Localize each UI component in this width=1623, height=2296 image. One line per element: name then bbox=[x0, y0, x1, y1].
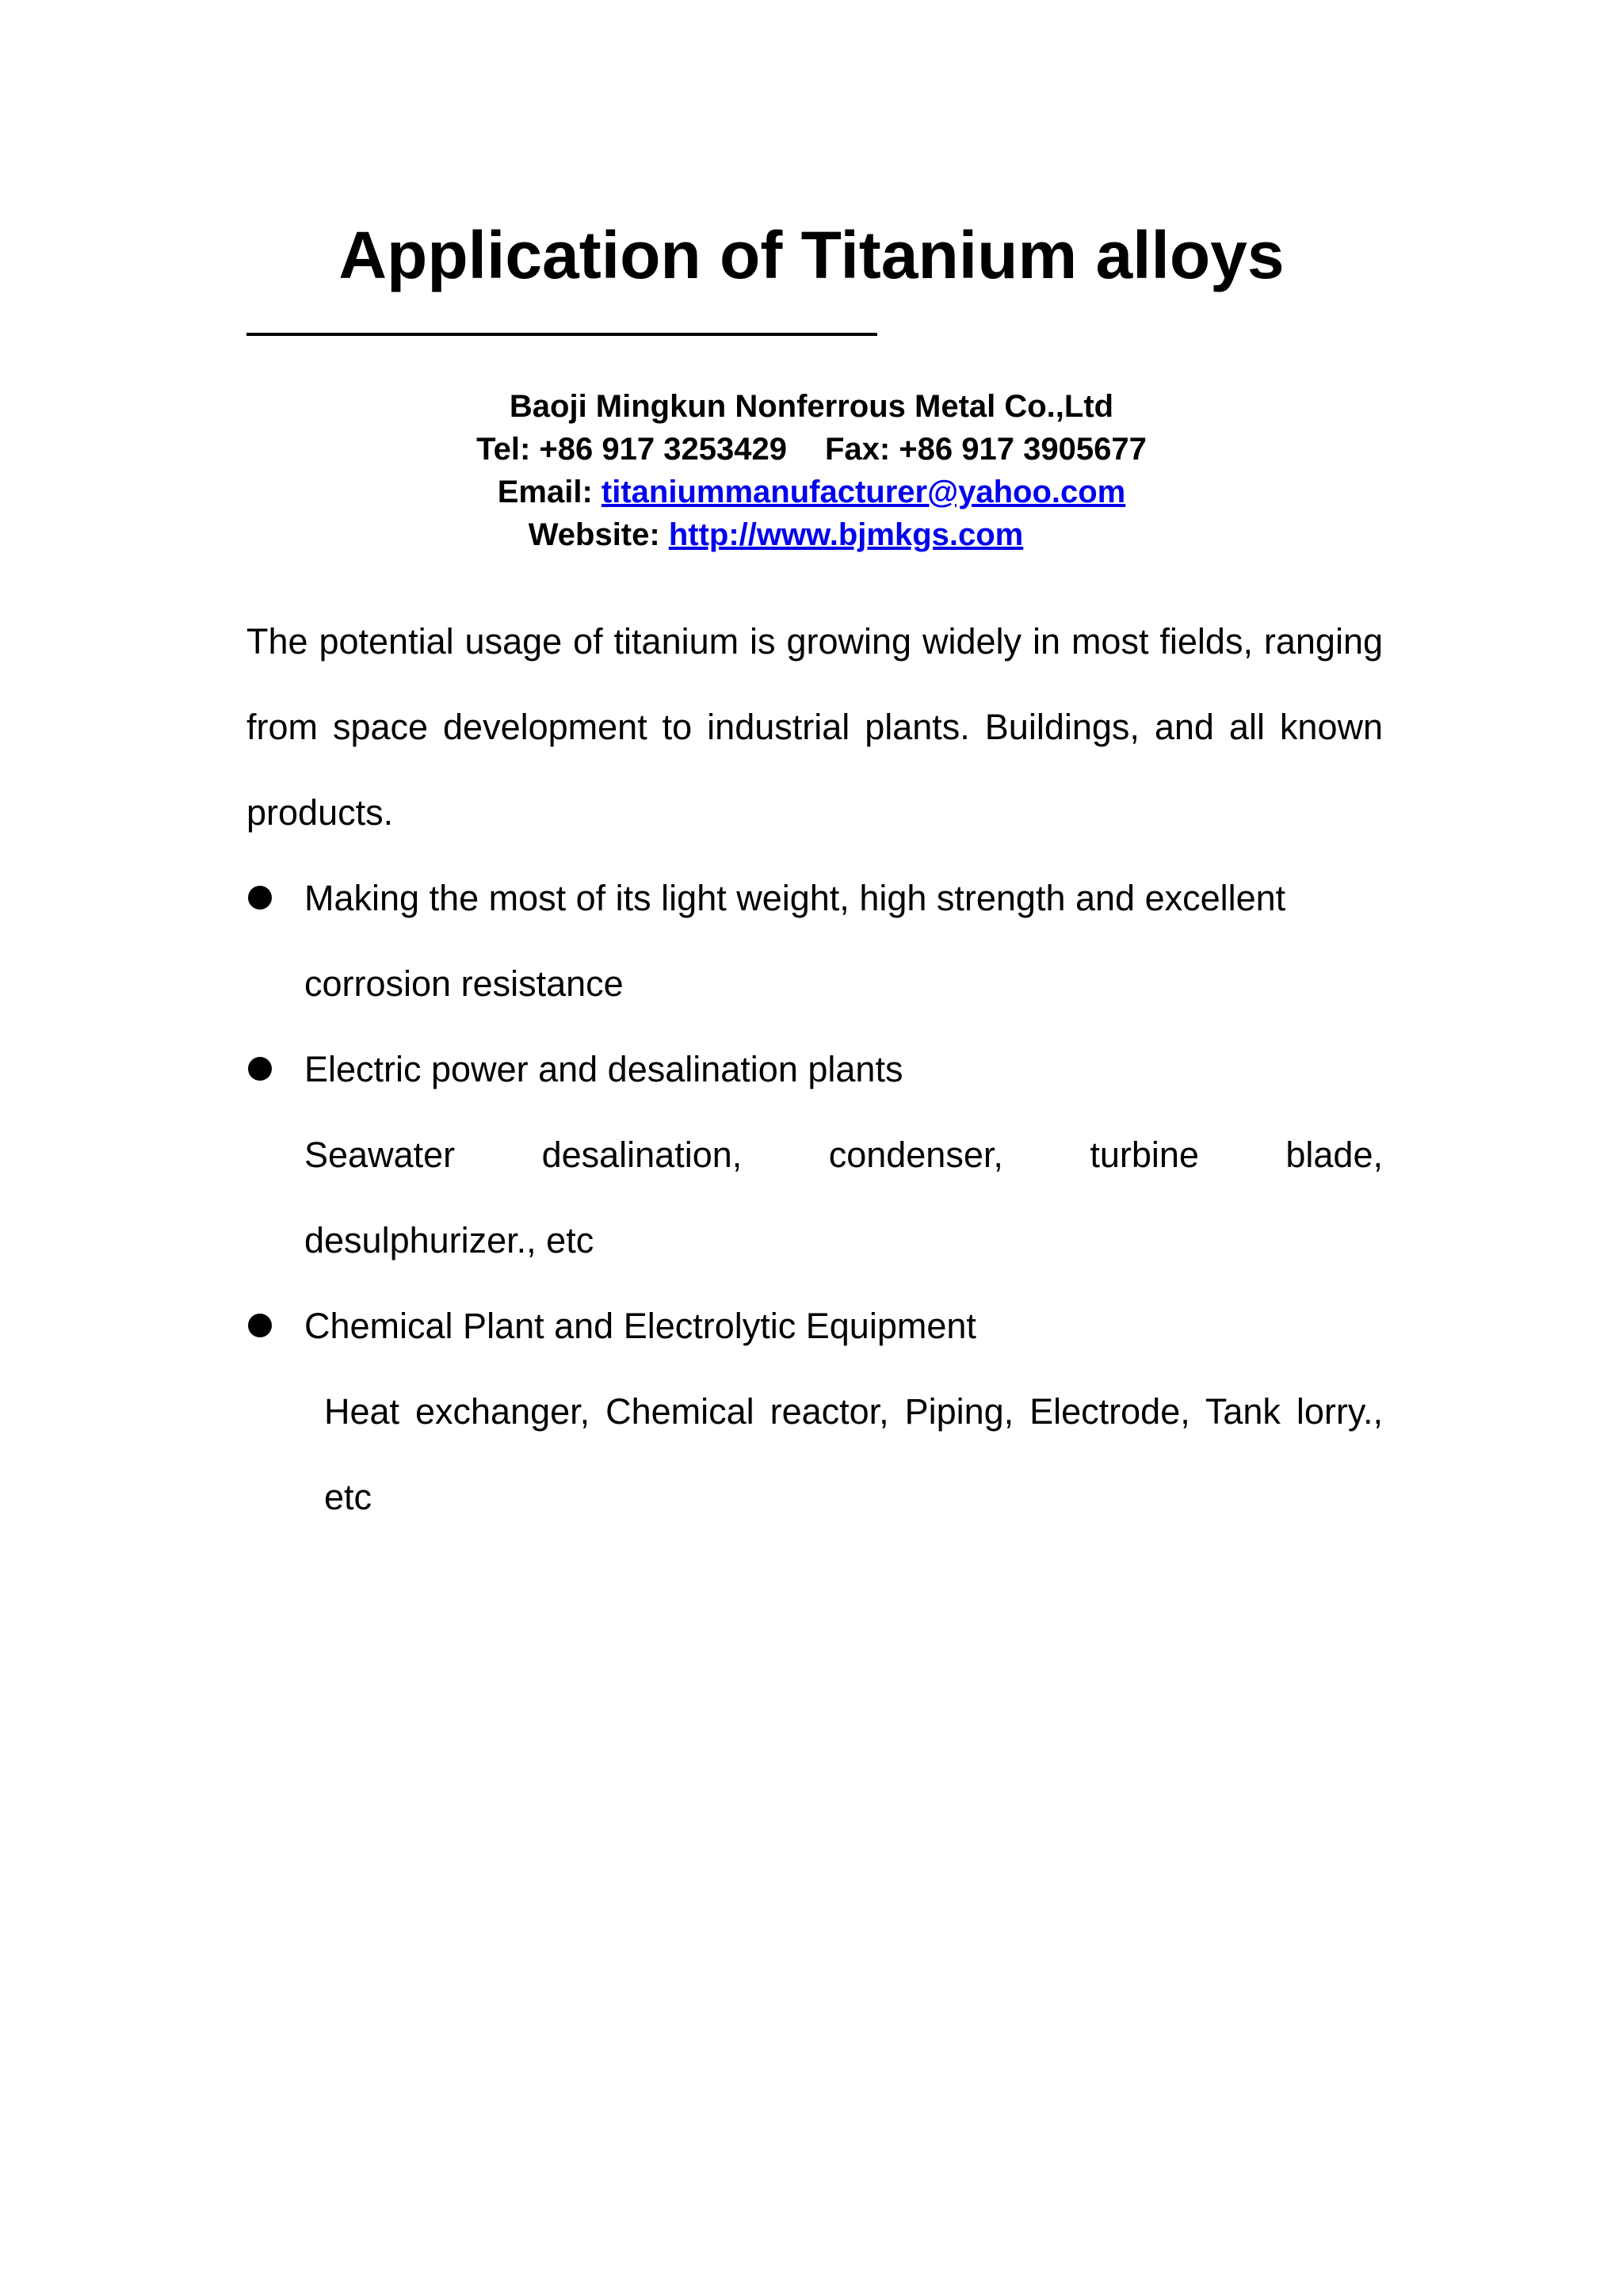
bullet-item-chemical-plant bbox=[246, 1283, 1383, 1369]
page-title: Application of Titanium alloys bbox=[338, 218, 1285, 292]
email-label: Email: bbox=[497, 475, 593, 509]
detail-line-rest: desulphurizer., etc bbox=[304, 1220, 594, 1261]
bullet-icon bbox=[248, 1057, 272, 1081]
document-body bbox=[246, 599, 1383, 1540]
company-name: Baoji Mingkun Nonferrous Metal Co.,Ltd bbox=[509, 389, 1114, 424]
website-label: Website: bbox=[528, 517, 660, 552]
bullet-detail-electric-power bbox=[246, 1112, 1383, 1283]
bullet-text: Electric power and desalination plants bbox=[304, 1049, 903, 1089]
contact-email bbox=[0, 471, 1623, 513]
detail-word: condenser, bbox=[828, 1135, 1003, 1175]
bullet-item-light-weight bbox=[246, 856, 1383, 1027]
contact-website bbox=[0, 513, 1623, 556]
fax-text: Fax: +86 917 3905677 bbox=[824, 432, 1147, 467]
bullet-text: Making the most of its light weight, high strength and excellent corrosion resistance bbox=[304, 878, 1286, 1004]
bullet-icon bbox=[248, 1314, 272, 1337]
detail-line bbox=[304, 1112, 1383, 1198]
detail-word: turbine bbox=[1090, 1135, 1199, 1175]
intro-paragraph: The potential usage of titanium is growing widely in most fields, ranging from space development to industrial plants. Buildings, and all known products. bbox=[246, 621, 1383, 833]
detail-word: blade, bbox=[1285, 1135, 1383, 1175]
bullet-text: Chemical Plant and Electrolytic Equipment bbox=[304, 1306, 976, 1346]
detail-word: Seawater bbox=[304, 1135, 456, 1175]
bullet-detail-chemical-plant: Heat exchanger, Chemical reactor, Piping, Electrode, Tank lorry., etc bbox=[324, 1391, 1383, 1517]
bullet-icon bbox=[248, 886, 272, 910]
title-divider bbox=[246, 333, 877, 336]
tel-text: Tel: +86 917 3253429 bbox=[476, 432, 787, 467]
website-link[interactable]: http://www.bjmkgs.com bbox=[668, 517, 1024, 552]
contact-phone-fax bbox=[0, 428, 1623, 471]
bullet-item-electric-power bbox=[246, 1027, 1383, 1112]
email-link[interactable]: titaniummanufacturer@yahoo.com bbox=[601, 475, 1126, 509]
company-info bbox=[0, 385, 1623, 556]
detail-word: desalination, bbox=[541, 1135, 743, 1175]
